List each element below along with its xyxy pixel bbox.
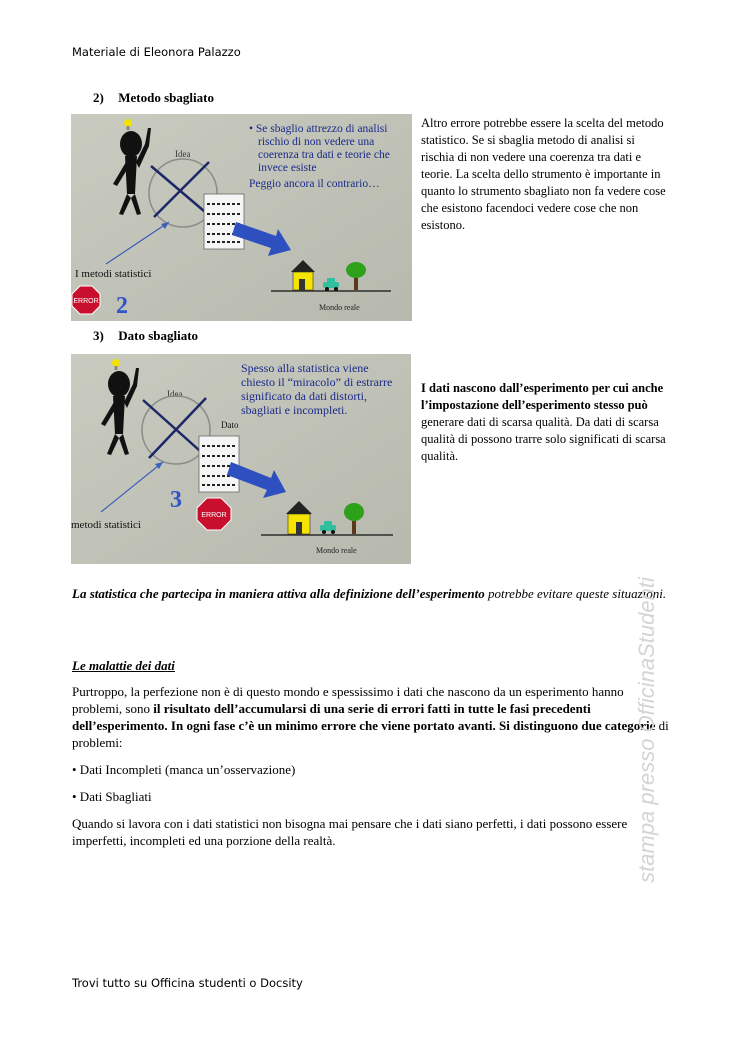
section-3-side-text [421,380,671,465]
section-3-heading [93,328,198,344]
slide3-arrow-label: metodi statistici [71,519,141,531]
bullet-dati-sbagliati: • Dati Sbagliati [72,789,152,804]
slide2-arrow-label: I metodi statistici [75,268,152,280]
bullet-dati-incompleti: • Dati Incompleti (manca un’osservazione) [72,762,296,777]
slide3-dato-label: Dato [221,420,239,430]
slide2-error-stop-icon [72,286,100,314]
section-2-heading [93,90,214,106]
slide-metodo-sbagliato [71,114,412,321]
slide2-idea-label: Idea [175,149,191,159]
page-footer: Trovi tutto su Officina studenti o Docsity [72,976,303,990]
section-2-number: 2) [93,90,104,105]
section-3-number: 3) [93,328,104,343]
slide2-ground-label: Mondo reale [319,303,360,312]
malattie-para1-a: Purtroppo, la perfezione non è di questo mondo e spessissimo i dati che nascono da un esperimento hanno problemi, sono [72,684,624,716]
statement-normal: potrebbe evitare queste situazioni. [484,586,667,601]
slide2-number: 2 [116,293,128,319]
watermark [632,540,662,920]
slide3-text: Spesso alla statistica viene chiesto il “miracolo” di estrarre significato da dati distorti, sbagliati e incompleti. [241,361,393,417]
malattie-paragraph-1 [72,683,672,751]
slide2-error-label: ERROR [73,298,99,305]
slide3-ground-label: Mondo reale [316,546,357,555]
statement-bold: La statistica che partecipa in maniera attiva alla definizione dell’esperimento [72,586,485,601]
slide3-error-stop-icon [197,498,231,530]
slide2-bullet-1: • Se sbaglio attrezzo di analisi [249,123,388,135]
malattie-para1-b: il risultato dell’accumularsi di una serie di errori fatti in tutte le fasi precedenti dell’esperimento. In ogni fase c’è un minimo errore che viene portato avanti. Si distinguono due categorie [72,701,656,733]
slide3-idea-label: Idea [167,389,183,399]
slide2-bullet-2: Peggio ancora il contrario… [249,178,380,190]
section-2-side-text: Altro errore potrebbe essere la scelta del metodo statistico. Se si sbaglia metodo di analisi si rischia di non vedere una coerenza tra dati e teorie. La scelta dello strumento è importante in quanto lo strumento sbagliato non fa vedere cose che esistono facendoci vedere cose che non esistono. [421,116,666,232]
slide2-data-sheet [204,194,244,249]
slide3-number: 3 [170,487,182,513]
malattie-title: Le malattie dei dati [72,658,175,673]
slide-dato-sbagliato [71,354,411,564]
section-3-side-text-normal: generare dati di scarsa qualità. Da dati di scarsa qualità di possono trarre solo significati di scarsa qualità. [421,415,666,463]
section-3-title: Dato sbagliato [118,328,199,343]
page-header: Materiale di Eleonora Palazzo [72,45,241,59]
malattie-paragraph-2: Quando si lavora con i dati statistici non bisogna mai pensare che i dati siano perfetti, i dati possono essere imperfetti, incompleti ed una porzione della realtà. [72,816,628,848]
section-3-side-text-bold: I dati nascono dall’esperimento per cui anche l’impostazione dell’esperimento stesso può [421,381,664,412]
section-2-title: Metodo sbagliato [118,90,214,105]
watermark-text: stampa presso OfficinaStudenti [634,577,659,883]
statement-paragraph [72,585,672,602]
slide3-error-label: ERROR [201,512,227,519]
malattie-para1-c: di problemi: [72,718,669,750]
slide2-bullets: • Se sbaglio attrezzo di analisi rischio di non vedere una coerenza tra dati e teorie che invece esiste Peggio ancora il contrario… [249,123,390,190]
